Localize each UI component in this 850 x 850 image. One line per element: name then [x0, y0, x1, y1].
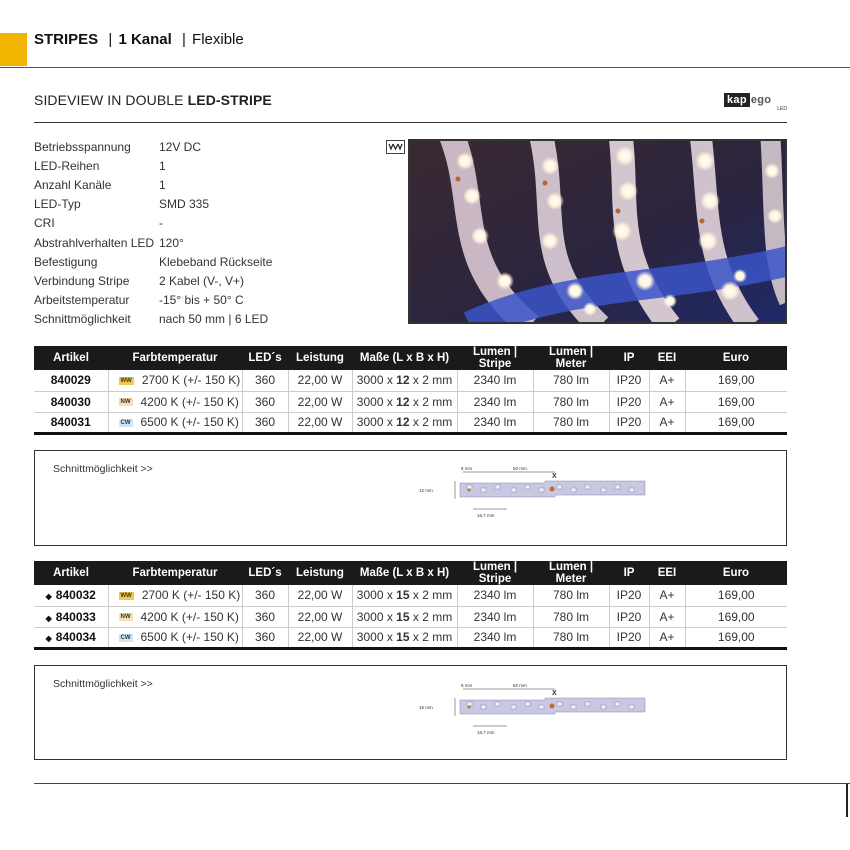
spec-row	[34, 252, 272, 271]
column-header: EEI	[649, 346, 685, 370]
article-cell: 840030	[34, 391, 108, 412]
header-type: Flexible	[192, 31, 244, 48]
led-chip	[629, 488, 634, 492]
dimension-label: 16,7 mm	[477, 730, 495, 735]
dimension-label: 15 mm	[419, 705, 433, 710]
column-header: Maße (L x B x H)	[352, 561, 457, 585]
strip-cut-diagram	[415, 463, 675, 533]
led-chip	[467, 702, 472, 706]
spec-value: 120°	[159, 235, 184, 250]
led-chip	[629, 705, 634, 709]
solder-pad	[550, 704, 555, 709]
column-header: IP	[609, 346, 649, 370]
led-chip	[511, 488, 516, 492]
spec-row	[34, 291, 272, 310]
article-cell: ◆ 840032	[34, 585, 108, 606]
column-header: EEI	[649, 561, 685, 585]
column-header: Leistung	[288, 346, 352, 370]
page-header	[34, 31, 244, 48]
column-header: Lumen | Meter	[533, 346, 609, 370]
product-photo	[408, 139, 787, 324]
column-header: Lumen | Meter	[533, 561, 609, 585]
dimensions-cell: 3000 x 15 x 2 mm	[352, 585, 457, 606]
color-temp-cell: NW 4200 K (+/- 150 K)	[108, 391, 242, 412]
color-temp-cell: WW 2700 K (+/- 150 K)	[108, 370, 242, 391]
led-chip	[525, 702, 530, 706]
color-badge: CW	[120, 419, 131, 426]
column-header: LED´s	[242, 561, 288, 585]
bullet-icon: ◆	[45, 634, 52, 643]
eei-cell: A+	[649, 627, 685, 648]
color-temp-cell: NW 4200 K (+/- 150 K)	[108, 606, 242, 627]
spec-value: 2 Kabel (V-, V+)	[159, 273, 245, 288]
ip-cell: IP20	[609, 391, 649, 412]
lumen-stripe-cell: 2340 lm	[457, 391, 533, 412]
led-chip	[557, 485, 562, 489]
dimension-label: 8 mm	[461, 466, 473, 471]
led-chip	[511, 705, 516, 709]
eei-cell: A+	[649, 391, 685, 412]
lumen-meter-cell: 780 lm	[533, 370, 609, 391]
column-header: IP	[609, 561, 649, 585]
lumen-stripe-cell: 2340 lm	[457, 412, 533, 433]
lumen-meter-cell: 780 lm	[533, 391, 609, 412]
color-badge: WW	[120, 378, 132, 385]
header-divider	[0, 67, 850, 68]
spec-key: Abstrahlverhalten LED	[34, 235, 155, 250]
power-cell: 22,00 W	[288, 370, 352, 391]
eei-cell: A+	[649, 412, 685, 433]
logo-sub: LED	[777, 106, 787, 112]
lumen-meter-cell: 780 lm	[533, 412, 609, 433]
spec-value: 12V DC	[159, 139, 202, 154]
lumen-meter-cell: 780 lm	[533, 627, 609, 648]
column-header: Artikel	[34, 561, 108, 585]
color-badge: CW	[120, 634, 131, 641]
solder-pad	[550, 487, 555, 492]
cut-label: Schnittmöglichkeit >>	[53, 463, 153, 475]
cut-mark: X	[552, 690, 557, 697]
dimension-label: 16,7 mm	[477, 513, 495, 518]
led-chip	[467, 485, 472, 489]
led-chip	[601, 488, 606, 492]
table-row	[34, 606, 787, 627]
logo-part1: kap	[724, 93, 750, 107]
lumen-stripe-cell: 2340 lm	[457, 370, 533, 391]
spec-row	[34, 310, 272, 329]
led-chip	[601, 705, 606, 709]
leds-cell: 360	[242, 412, 288, 433]
leds-cell: 360	[242, 627, 288, 648]
bullet-icon: ◆	[45, 592, 52, 602]
leds-cell: 360	[242, 370, 288, 391]
table-row	[34, 370, 787, 391]
price-cell: 169,00	[685, 627, 787, 648]
lumen-stripe-cell: 2340 lm	[457, 585, 533, 606]
color-temp-cell: CW 6500 K (+/- 150 K)	[108, 627, 242, 648]
spec-row	[34, 137, 272, 156]
brand-logo	[724, 91, 787, 112]
cut-info-box	[34, 450, 787, 546]
spec-row	[34, 214, 272, 233]
dimensions-cell: 3000 x 12 x 2 mm	[352, 412, 457, 433]
color-badge: WW	[120, 593, 132, 600]
spec-value: -	[159, 216, 163, 231]
column-header: Farbtemperatur	[108, 561, 242, 585]
article-cell: 840031	[34, 412, 108, 433]
ip-cell: IP20	[609, 606, 649, 627]
title-divider	[34, 122, 787, 123]
strip-cut-diagram	[415, 680, 675, 750]
dimensions-cell: 3000 x 12 x 2 mm	[352, 391, 457, 412]
spec-list	[34, 137, 272, 329]
power-cell: 22,00 W	[288, 391, 352, 412]
header-separator: |	[108, 31, 113, 48]
dimensions-cell: 3000 x 15 x 2 mm	[352, 606, 457, 627]
column-header: Euro	[685, 561, 787, 585]
spec-key: LED-Typ	[34, 197, 81, 212]
dimension-label: 50 mm	[513, 466, 527, 471]
solder-pad	[468, 706, 471, 709]
led-chip	[495, 702, 500, 706]
table-row	[34, 412, 787, 433]
ip-cell: IP20	[609, 627, 649, 648]
eei-cell: A+	[649, 370, 685, 391]
lumen-stripe-cell: 2340 lm	[457, 606, 533, 627]
spec-value: 1	[159, 158, 166, 173]
spec-row	[34, 175, 272, 194]
spec-key: LED-Reihen	[34, 158, 100, 173]
column-header: Leistung	[288, 561, 352, 585]
led-chip	[481, 705, 486, 709]
product-table-12mm	[34, 346, 787, 435]
cut-label: Schnittmöglichkeit >>	[53, 678, 153, 690]
led-chip	[539, 705, 544, 709]
header-category: STRIPES	[34, 31, 99, 48]
spec-value: Klebeband Rückseite	[159, 254, 273, 269]
product-table-15mm	[34, 561, 787, 650]
ip-cell: IP20	[609, 370, 649, 391]
power-cell: 22,00 W	[288, 627, 352, 648]
column-header: Euro	[685, 346, 787, 370]
led-chip	[525, 485, 530, 489]
led-chip	[495, 485, 500, 489]
eei-cell: A+	[649, 606, 685, 627]
price-cell: 169,00	[685, 606, 787, 627]
leds-cell: 360	[242, 391, 288, 412]
led-chip	[585, 485, 590, 489]
solder-pad	[468, 489, 471, 492]
color-badge: NW	[120, 614, 131, 621]
spec-key: Anzahl Kanäle	[34, 177, 112, 192]
led-chip	[615, 485, 620, 489]
cut-mark: X	[552, 473, 557, 480]
led-chip	[481, 488, 486, 492]
color-temp-cell: CW 6500 K (+/- 150 K)	[108, 412, 242, 433]
article-cell: ◆ 840034	[34, 627, 108, 648]
led-chip	[539, 488, 544, 492]
price-cell: 169,00	[685, 412, 787, 433]
lumen-stripe-cell: 2340 lm	[457, 627, 533, 648]
led-chip	[557, 702, 562, 706]
table-row	[34, 627, 787, 648]
led-chip	[615, 702, 620, 706]
spec-value: nach 50 mm | 6 LED	[159, 312, 269, 327]
color-temp-cell: WW 2700 K (+/- 150 K)	[108, 585, 242, 606]
column-header: LED´s	[242, 346, 288, 370]
leds-cell: 360	[242, 585, 288, 606]
spec-key: Arbeitstemperatur	[34, 293, 130, 308]
spec-key: Verbindung Stripe	[34, 273, 130, 288]
power-cell: 22,00 W	[288, 412, 352, 433]
bullet-icon: ◆	[45, 613, 52, 623]
spec-row	[34, 156, 272, 175]
dimensions-cell: 3000 x 15 x 2 mm	[352, 627, 457, 648]
article-cell: ◆ 840033	[34, 606, 108, 627]
color-badge: NW	[120, 399, 131, 406]
ip-cell: IP20	[609, 585, 649, 606]
spec-value: -15° bis + 50° C	[159, 293, 244, 308]
beam-angle-icon	[386, 140, 405, 154]
dimension-label: 12 mm	[419, 488, 433, 493]
spec-key: Befestigung	[34, 254, 98, 269]
column-header: Lumen | Stripe	[457, 561, 533, 585]
cut-info-box	[34, 665, 787, 760]
spec-value: 1	[159, 177, 166, 192]
price-cell: 169,00	[685, 370, 787, 391]
led-chip	[571, 488, 576, 492]
ip-cell: IP20	[609, 412, 649, 433]
column-header: Maße (L x B x H)	[352, 346, 457, 370]
header-channel: 1 Kanal	[118, 31, 172, 48]
eei-cell: A+	[649, 585, 685, 606]
led-chip	[571, 705, 576, 709]
logo-part2: ego	[750, 94, 772, 106]
header-separator: |	[181, 31, 186, 48]
section-title: SIDEVIEW IN DOUBLE LED-STRIPE	[34, 92, 272, 108]
price-cell: 169,00	[685, 391, 787, 412]
spec-row	[34, 271, 272, 290]
column-header: Artikel	[34, 346, 108, 370]
price-cell: 169,00	[685, 585, 787, 606]
led-chip	[585, 702, 590, 706]
footer-divider	[34, 783, 850, 784]
accent-bar	[0, 33, 27, 66]
lumen-meter-cell: 780 lm	[533, 585, 609, 606]
article-cell: 840029	[34, 370, 108, 391]
column-header: Farbtemperatur	[108, 346, 242, 370]
spec-key: Schnittmöglichkeit	[34, 312, 131, 327]
lumen-meter-cell: 780 lm	[533, 606, 609, 627]
dimension-label: 50 mm	[513, 683, 527, 688]
spec-key: Betriebsspannung	[34, 139, 131, 154]
page-edge-mark	[846, 784, 848, 817]
dimension-label: 8 mm	[461, 683, 473, 688]
spec-row	[34, 233, 272, 252]
column-header: Lumen | Stripe	[457, 346, 533, 370]
leds-cell: 360	[242, 606, 288, 627]
dimensions-cell: 3000 x 12 x 2 mm	[352, 370, 457, 391]
spec-row	[34, 195, 272, 214]
power-cell: 22,00 W	[288, 606, 352, 627]
spec-value: SMD 335	[159, 197, 210, 212]
table-row	[34, 391, 787, 412]
table-row	[34, 585, 787, 606]
spec-key: CRI	[34, 216, 55, 231]
power-cell: 22,00 W	[288, 585, 352, 606]
